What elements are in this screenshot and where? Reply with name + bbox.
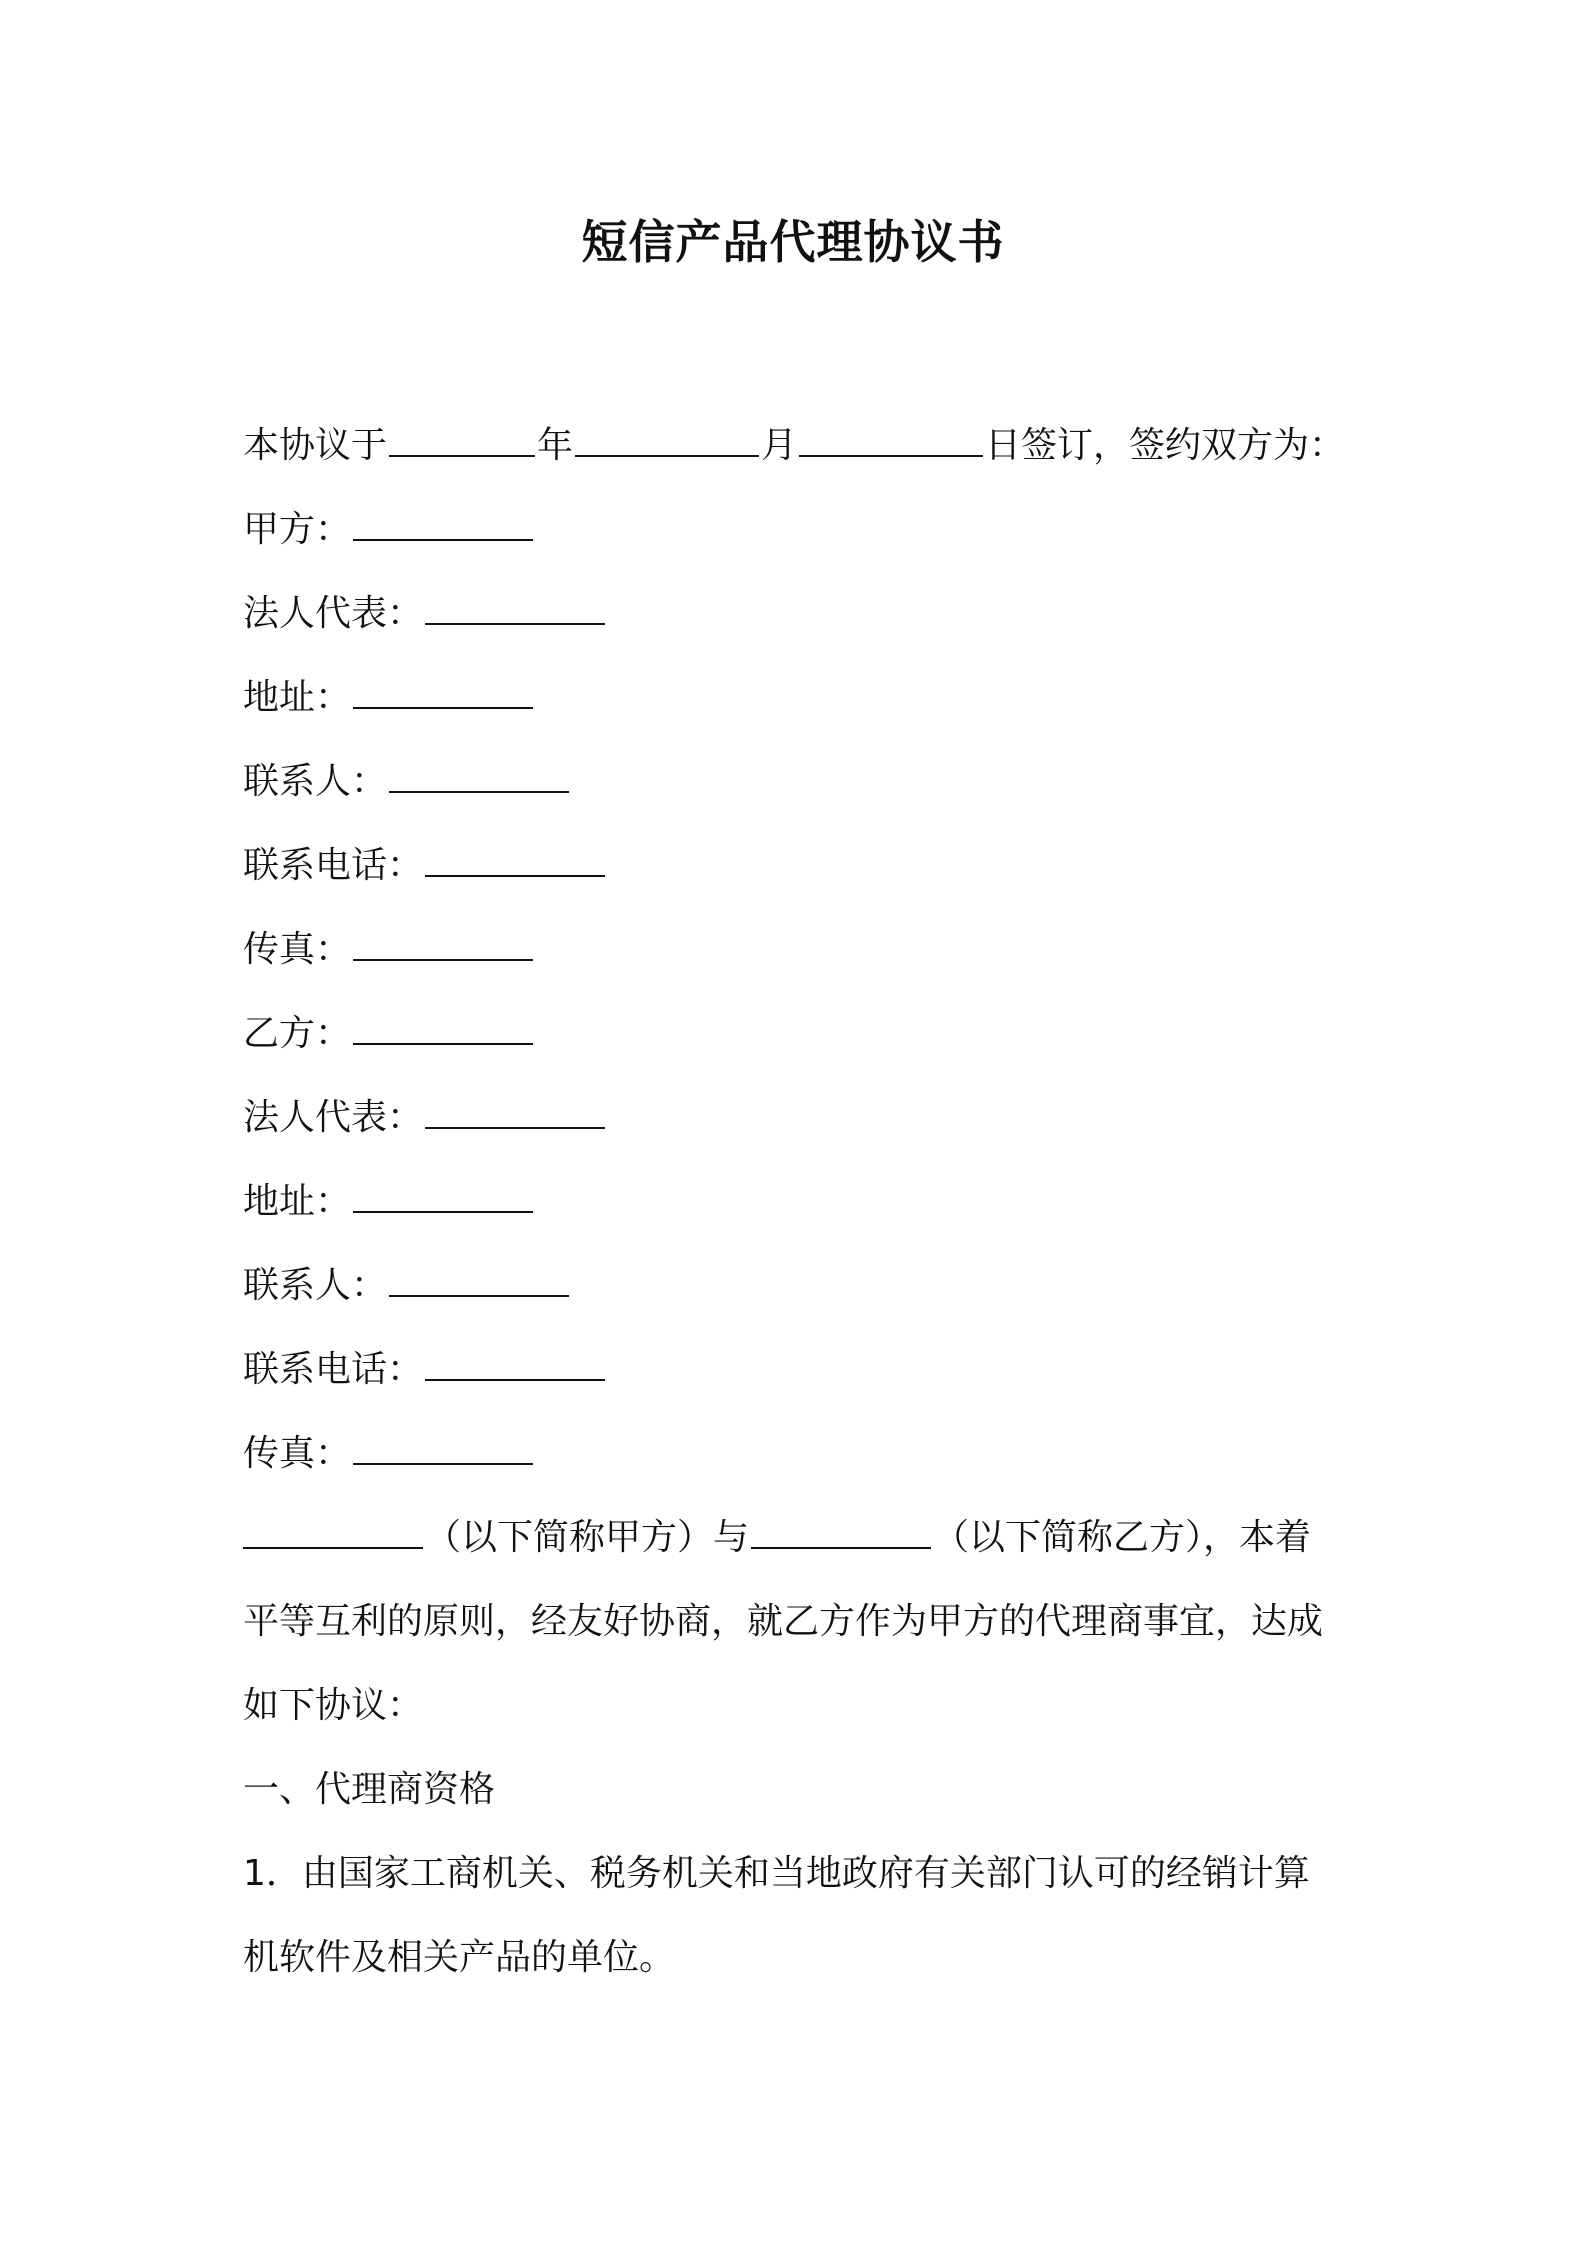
party-a-address-label: 地址： [243, 677, 352, 718]
party-b-line [243, 992, 1353, 1076]
intro-suffix: 日签订，签约双方为： [985, 425, 1346, 466]
agreement-line-1-a: （以下简称甲方）与 [425, 1517, 750, 1558]
party-a-contact-label: 联系人： [243, 761, 388, 802]
party-a-fax-blank [353, 929, 533, 961]
document-body [243, 404, 1353, 2000]
party-a-legal-rep-blank [425, 593, 605, 625]
party-a-line [243, 488, 1353, 572]
party-b-legal-rep-blank [425, 1097, 605, 1129]
party-b-fax-label: 传真： [243, 1433, 352, 1474]
party-a-fax-label: 传真： [243, 929, 352, 970]
agreement-line-2: 平等互利的原则，经友好协商，就乙方作为甲方的代理商事宜，达成 [243, 1601, 1324, 1642]
section-1-item-1-line-1: 1．由国家工商机关、税务机关和当地政府有关部门认可的经销计算 [243, 1853, 1310, 1894]
party-a-fax-line [243, 908, 1353, 992]
party-a-label: 甲方： [243, 509, 352, 550]
agreement-line-1-b: （以下简称乙方），本着 [933, 1517, 1312, 1558]
party-a-address-blank [353, 677, 533, 709]
party-b-label: 乙方： [243, 1013, 352, 1054]
party-b-contact-label: 联系人： [243, 1265, 388, 1306]
party-a-contact-line [243, 740, 1353, 824]
agreement-paragraph [243, 1496, 1353, 1748]
party-b-address-blank [353, 1181, 533, 1213]
day-blank [799, 425, 983, 457]
month-blank [575, 425, 759, 457]
party-a-phone-blank [425, 845, 605, 877]
intro-month: 月 [761, 425, 798, 466]
party-b-phone-blank [425, 1349, 605, 1381]
party-a-name-blank [243, 1517, 423, 1549]
intro-prefix: 本协议于 [243, 425, 388, 466]
party-b-legal-rep-line [243, 1076, 1353, 1160]
party-b-address-line [243, 1160, 1353, 1244]
party-a-blank [353, 509, 533, 541]
party-b-fax-blank [353, 1433, 533, 1465]
party-b-contact-blank [389, 1265, 569, 1297]
party-b-name-blank [751, 1517, 931, 1549]
party-b-legal-rep-label: 法人代表： [243, 1097, 424, 1138]
section-1-heading: 一、代理商资格 [243, 1769, 496, 1810]
party-a-legal-rep-line [243, 572, 1353, 656]
section-1-item-1-line-2: 机软件及相关产品的单位。 [243, 1937, 676, 1978]
party-b-fax-line [243, 1412, 1353, 1496]
agreement-line-1 [243, 1496, 1353, 1580]
party-a-contact-blank [389, 761, 569, 793]
party-a-address-line [243, 656, 1353, 740]
party-b-phone-label: 联系电话： [243, 1349, 424, 1390]
intro-line [243, 404, 1353, 488]
party-b-contact-line [243, 1244, 1353, 1328]
intro-year: 年 [537, 425, 574, 466]
agreement-line-3: 如下协议： [243, 1685, 424, 1726]
party-a-phone-label: 联系电话： [243, 845, 424, 886]
party-a-legal-rep-label: 法人代表： [243, 593, 424, 634]
party-b-phone-line [243, 1328, 1353, 1412]
year-blank [389, 425, 535, 457]
document-title: 短信产品代理协议书 [581, 215, 1005, 269]
section-1-item-1 [243, 1832, 1353, 2000]
party-b-address-label: 地址： [243, 1181, 352, 1222]
party-b-blank [353, 1013, 533, 1045]
party-a-phone-line [243, 824, 1353, 908]
